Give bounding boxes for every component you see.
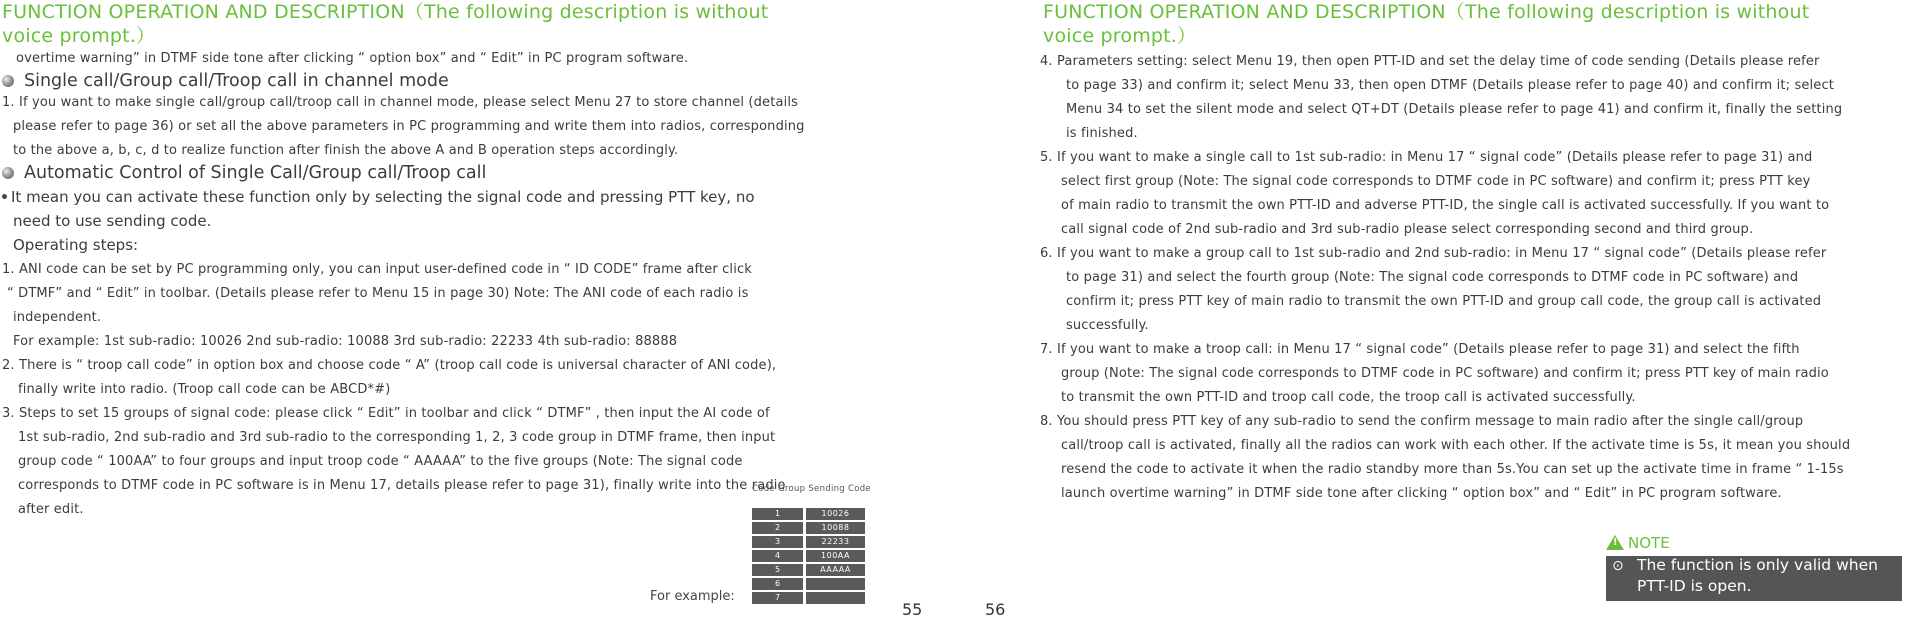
left-page-title (2, 0, 872, 48)
text-line: after edit. (18, 502, 84, 517)
right-page (985, 0, 1914, 619)
text-line: 7. If you want to make a troop call: in Menu 17 “ signal code” (Details please refer to page 31) and select the fifth (1040, 342, 1800, 357)
sending-code-cell: 10088 (806, 522, 865, 534)
right-title-line-2: voice prompt.） (1043, 25, 1197, 47)
note-line-1: The function is only valid when (1637, 556, 1878, 574)
text-line: independent. (13, 310, 102, 325)
code-group-cell: 7 (752, 592, 803, 604)
text-line: is finished. (1066, 126, 1138, 141)
circle-bullet-icon: ⊙ (1612, 558, 1624, 574)
note-line-2: PTT-ID is open. (1637, 577, 1752, 595)
code-group-cell: 3 (752, 536, 803, 548)
text-line: of main radio to transmit the own PTT-ID and adverse PTT-ID, the single call is activated successfully. If you want to (1061, 198, 1830, 213)
note-title-text: NOTE (1628, 534, 1670, 552)
text-line: 2. There is “ troop call code” in option box and choose code “ A” (troop call code is universal character of ANI code), (2, 358, 777, 373)
text-line: 1. ANI code can be set by PC programming only, you can input user-defined code in “ ID CODE” frame after click (2, 262, 752, 277)
text-line: to the above a, b, c, d to realize function after finish the above A and B operation steps accordingly. (13, 143, 679, 158)
text-line: 4. Parameters setting: select Menu 19, then open PTT-ID and set the delay time of code sending (Details please refer (1040, 54, 1820, 69)
bullet-icon (2, 167, 14, 179)
text-line: For example: 1st sub-radio: 10026 2nd sub-radio: 10088 3rd sub-radio: 22233 4th sub-radio: 88888 (13, 334, 678, 349)
text-line: 6. If you want to make a group call to 1st sub-radio and 2nd sub-radio: in Menu 17 “ signal code” (Details please refer (1040, 246, 1827, 261)
for-example-label: For example: (650, 589, 735, 604)
warning-icon: ! (1606, 535, 1624, 550)
section-heading-channel-mode (2, 71, 449, 91)
text-line: please refer to page 36) or set all the above parameters in PC programming and write them into radios, corresponding (13, 119, 805, 134)
heading-text: Automatic Control of Single Call/Group call/Troop call (24, 163, 487, 183)
text-line: launch overtime warning” in DTMF side tone after clicking “ option box” and “ Edit” in PC program software. (1061, 486, 1782, 501)
text-span: It mean you can activate these function only by selecting the signal code and pressing PTT key, no (11, 188, 755, 206)
text-line: 1st sub-radio, 2nd sub-radio and 3rd sub-radio to the corresponding 1, 2, 3 code group in DTMF frame, then input (18, 430, 776, 445)
text-line: resend the code to activate it when the radio standby more than 5s.You can set up the activate time in frame “ 1-15s (1061, 462, 1844, 477)
text-line: select first group (Note: The signal code corresponds to DTMF code in PC software) and confirm it; press PTT key (1061, 174, 1811, 189)
code-group-cell: 5 (752, 564, 803, 576)
page-number-left: 55 (902, 600, 923, 619)
text-line: call/troop call is activated, finally all the radios can work with each other. If the activate time is 5s, it mean you should (1061, 438, 1851, 453)
right-page-title (1043, 0, 1913, 48)
sending-code-cell: 100AA (806, 550, 865, 562)
section-heading-automatic-control (2, 163, 486, 183)
sending-code-cell (806, 578, 865, 590)
text-line: 1. If you want to make single call/group call/troop call in channel mode, please select Menu 27 to store channel (details (2, 95, 799, 110)
text-line: Menu 34 to set the silent mode and select QT+DT (Details please refer to page 41) and confirm it, finally the setting (1066, 102, 1843, 117)
left-title-line-2: voice prompt.） (2, 25, 156, 47)
text-line: group (Note: The signal code corresponds to DTMF code in PC software) and confirm it; press PTT key of main radio (1061, 366, 1829, 381)
text-line: call signal code of 2nd sub-radio and 3rd sub-radio please select corresponding second and third group. (1061, 222, 1754, 237)
text-line: finally write into radio. (Troop call code can be ABCD*#) (18, 382, 391, 397)
dot-icon (2, 194, 7, 199)
text-line: overtime warning” in DTMF side tone after clicking “ option box” and “ Edit” in PC program software. (16, 51, 689, 66)
code-group-cell: 6 (752, 578, 803, 590)
operating-steps-label: Operating steps: (13, 236, 139, 254)
text-line: to page 31) and select the fourth group (Note: The signal code corresponds to DTMF code in PC software) and (1066, 270, 1799, 285)
sending-code-cell (806, 592, 865, 604)
sending-code-cell: 10026 (806, 508, 865, 520)
note-box (1606, 556, 1902, 601)
note-title (1606, 534, 1670, 552)
text-line: need to use sending code. (13, 212, 212, 230)
code-table-header: Code Group Sending Code (752, 484, 871, 494)
text-line: successfully. (1066, 318, 1149, 333)
left-title-line-1: FUNCTION OPERATION AND DESCRIPTION（The following description is without (2, 1, 769, 23)
text-line: “ DTMF” and “ Edit” in toolbar. (Details please refer to Menu 15 in page 30) Note: The ANI code of each radio is (7, 286, 749, 301)
left-page (0, 0, 923, 619)
code-group-cell: 2 (752, 522, 803, 534)
text-line: to transmit the own PTT-ID and troop call code, the troop call is activated successfully. (1061, 390, 1636, 405)
text-line: 3. Steps to set 15 groups of signal code: please click “ Edit” in toolbar and click “ DTMF” , then input the AI code of (2, 406, 770, 421)
text-line: 8. You should press PTT key of any sub-radio to send the confirm message to main radio after the single call/group (1040, 414, 1804, 429)
heading-text: Single call/Group call/Troop call in channel mode (24, 71, 449, 91)
text-line: corresponds to DTMF code in PC software is in Menu 17, details please refer to page 31), finally write into the radio (18, 478, 786, 493)
page-number-right: 56 (985, 600, 1006, 619)
code-group-cell: 4 (752, 550, 803, 562)
text-line: to page 33) and confirm it; select Menu 33, then open DTMF (Details please refer to page 40) and confirm it; select (1066, 78, 1834, 93)
sending-code-cell: 22233 (806, 536, 865, 548)
sending-code-cell: AAAAA (806, 564, 865, 576)
right-title-line-1: FUNCTION OPERATION AND DESCRIPTION（The following description is without (1043, 1, 1810, 23)
text-line: 5. If you want to make a single call to 1st sub-radio: in Menu 17 “ signal code” (Details please refer to page 31) and (1040, 150, 1813, 165)
code-group-cell: 1 (752, 508, 803, 520)
text-line: confirm it; press PTT key of main radio to transmit the own PTT-ID and group call code, the group call is activated (1066, 294, 1822, 309)
text-line: group code “ 100AA” to four groups and input troop code “ AAAAA” to the five groups (Note: The signal code (18, 454, 743, 469)
bullet-icon (2, 75, 14, 87)
bullet-paragraph (2, 188, 755, 206)
